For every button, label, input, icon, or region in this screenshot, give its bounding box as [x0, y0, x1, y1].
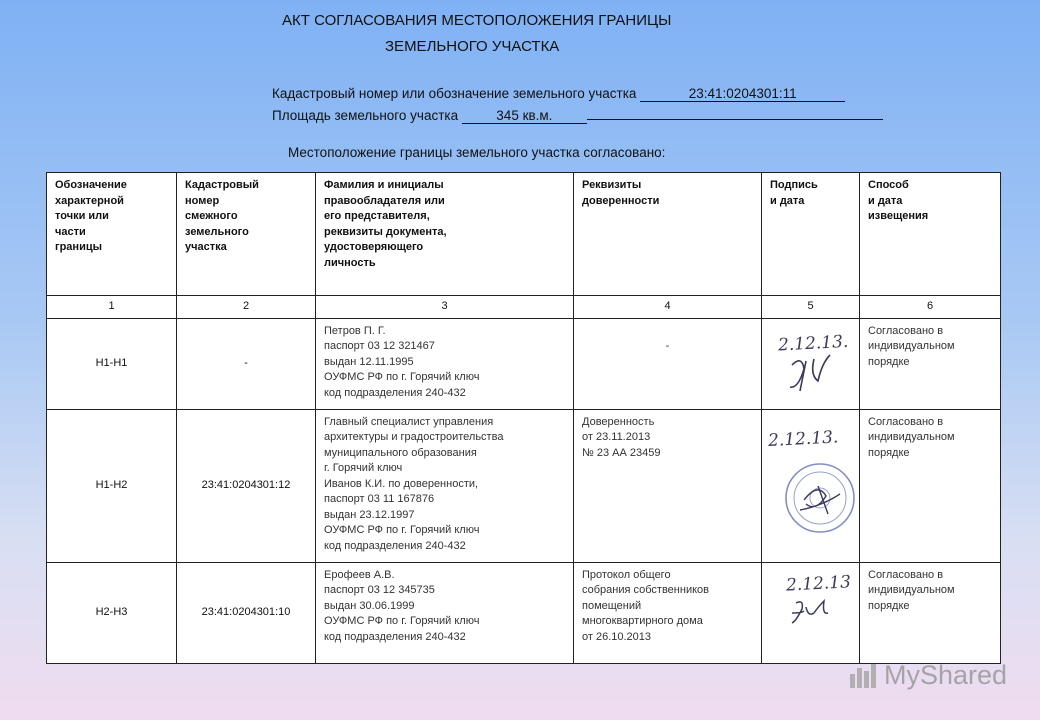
point-cell: Н2-Н3 [47, 562, 177, 663]
column-number: 3 [316, 296, 574, 319]
column-number: 5 [762, 296, 860, 319]
boundary-agreement-table [46, 172, 1001, 664]
agreed-text: Местоположение границы земельного участка согласовано: [288, 145, 666, 160]
area-value: 345 кв.м. [462, 109, 587, 124]
column-number: 4 [574, 296, 762, 319]
notice-cell: Согласовано в индивидуальном порядке [860, 318, 1001, 409]
cadastral-value: 23:41:0204301:11 [640, 87, 845, 102]
attorney-cell: Протокол общего собрания собственников помещений многоквартирного дома от 26.10.2013 [574, 562, 762, 663]
column-header-notice: Способ и дата извещения [860, 173, 1001, 296]
area-line [272, 108, 883, 124]
attorney-cell: - [574, 318, 762, 409]
owner-cell: Главный специалист управления архитектуры и градостроительства муниципального образования г. Горячий ключ Иванов К.И. по доверенности, паспорт 03 11 167876 выдан 23.12.1997 ОУФМС РФ по г. Горячий ключ код подразделения 240-432 [316, 409, 574, 562]
column-header-attorney: Реквизиты доверенности [574, 173, 762, 296]
cadastral-cell: 23:41:0204301:12 [177, 409, 316, 562]
stamp-seal [786, 464, 854, 532]
watermark-text: MyShared [884, 659, 1008, 690]
table-row [47, 562, 1001, 663]
signature-scribble [792, 601, 828, 623]
attorney-cell: Доверенность от 23.11.2013 № 23 АА 23459 [574, 409, 762, 562]
notice-cell: Согласовано в индивидуальном порядке [860, 409, 1001, 562]
point-cell: Н1-Н2 [47, 409, 177, 562]
cadastral-cell: - [177, 318, 316, 409]
signature-scribble [790, 355, 830, 391]
cadastral-line [272, 86, 845, 102]
owner-cell: Петров П. Г. паспорт 03 12 321467 выдан 12.11.1995 ОУФМС РФ по г. Горячий ключ код подразделения 240-432 [316, 318, 574, 409]
column-header-cadastral: Кадастровый номер смежного земельного участка [177, 173, 316, 296]
column-number-row [47, 296, 1001, 319]
signature-scribble [800, 486, 840, 514]
owner-cell: Ерофеев А.В. паспорт 03 12 345735 выдан 30.06.1999 ОУФМС РФ по г. Горячий ключ код подразделения 240-432 [316, 562, 574, 663]
column-header-signature: Подпись и дата [762, 173, 860, 296]
signature-cell [762, 409, 860, 562]
signature-date: 2.12.13 [785, 571, 852, 596]
watermark [848, 657, 1007, 693]
signature-image [762, 410, 860, 562]
column-number: 2 [177, 296, 316, 319]
cadastral-label: Кадастровый номер или обозначение земельного участка [272, 86, 637, 101]
point-cell: Н1-Н1 [47, 318, 177, 409]
column-number: 6 [860, 296, 1001, 319]
cadastral-cell: 23:41:0204301:10 [177, 562, 316, 663]
signature-cell [762, 562, 860, 663]
signature-date: 2.12.13. [777, 331, 849, 356]
area-label: Площадь земельного участка [272, 108, 459, 123]
area-underline [587, 119, 883, 120]
signature-image [762, 319, 860, 409]
document-title-line2: ЗЕМЕЛЬНОГО УЧАСТКА [385, 38, 560, 55]
column-header-point: Обозначение характерной точки или части границы [47, 173, 177, 296]
notice-cell: Согласовано в индивидуальном порядке [860, 562, 1001, 663]
table-header-row [47, 173, 1001, 296]
signature-cell [762, 318, 860, 409]
table-row [47, 409, 1001, 562]
table-row [47, 318, 1001, 409]
signature-image [762, 563, 860, 663]
signature-date: 2.12.13. [767, 426, 839, 451]
column-number: 1 [47, 296, 177, 319]
document-title-line1: АКТ СОГЛАСОВАНИЯ МЕСТОПОЛОЖЕНИЯ ГРАНИЦЫ [282, 12, 672, 29]
column-header-owner: Фамилия и инициалы правообладателя или его представителя, реквизиты документа, удостоверяющего личность [316, 173, 574, 296]
chart-icon [848, 660, 878, 690]
